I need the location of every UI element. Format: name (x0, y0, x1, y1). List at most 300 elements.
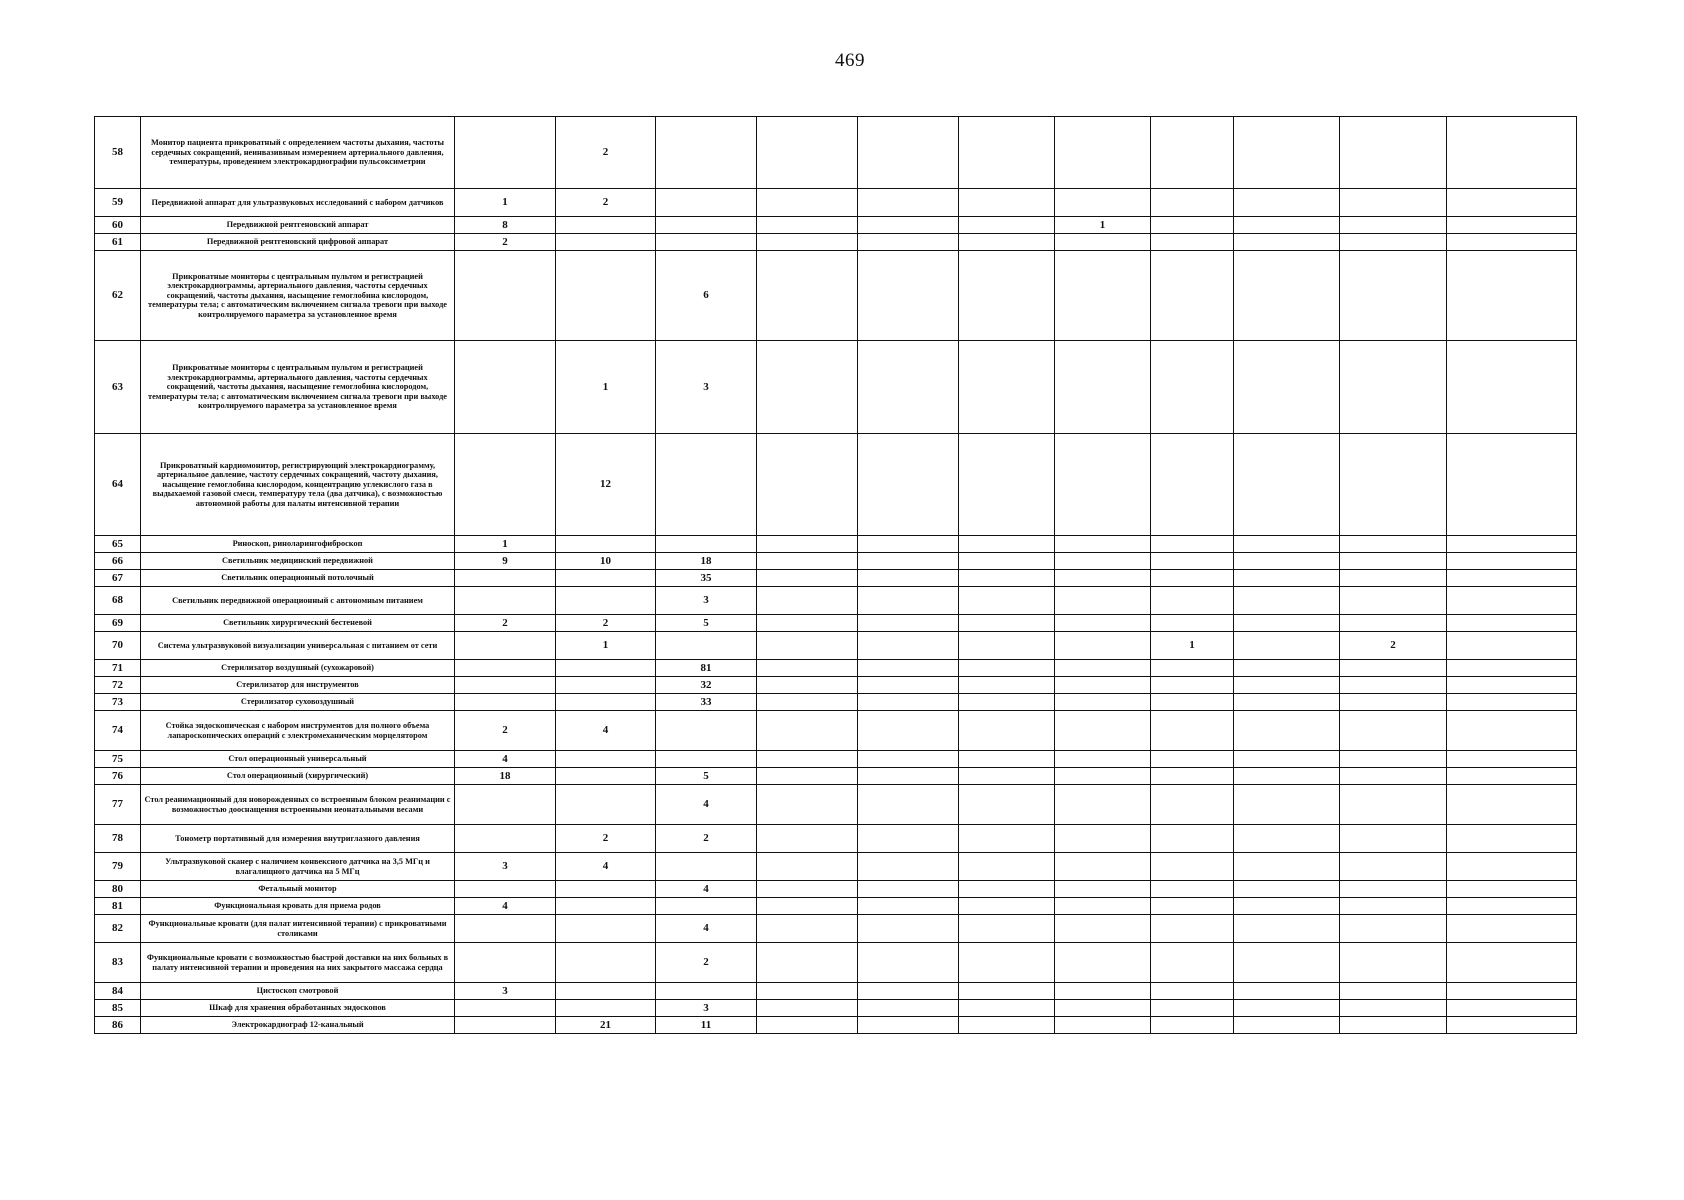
quantity-cell (959, 677, 1055, 694)
quantity-cell (1055, 825, 1151, 853)
quantity-cell: 2 (656, 825, 757, 853)
quantity-cell (1340, 570, 1447, 587)
quantity-cell (858, 341, 959, 434)
quantity-cell (858, 898, 959, 915)
quantity-cell (1151, 711, 1234, 751)
quantity-cell: 2 (455, 711, 556, 751)
quantity-cell (1234, 853, 1340, 881)
quantity-cell (1234, 677, 1340, 694)
equipment-name: Стойка эндоскопическая с набором инструментов для полного объема лапароскопических операций с электромеханическим морцелятором (141, 711, 455, 751)
quantity-cell (556, 898, 656, 915)
quantity-cell (757, 694, 858, 711)
quantity-cell (757, 785, 858, 825)
quantity-cell (1055, 751, 1151, 768)
quantity-cell (959, 943, 1055, 983)
quantity-cell (1340, 785, 1447, 825)
quantity-cell: 6 (656, 251, 757, 341)
quantity-cell (455, 570, 556, 587)
equipment-name: Светильник передвижной операционный с автономным питанием (141, 587, 455, 615)
quantity-cell (556, 251, 656, 341)
quantity-cell (959, 1000, 1055, 1017)
quantity-cell (1055, 117, 1151, 189)
quantity-cell (959, 711, 1055, 751)
quantity-cell (1447, 251, 1577, 341)
quantity-cell (1151, 553, 1234, 570)
quantity-cell (1234, 587, 1340, 615)
quantity-cell: 3 (656, 587, 757, 615)
quantity-cell (1340, 117, 1447, 189)
quantity-cell (1234, 915, 1340, 943)
quantity-cell (455, 1000, 556, 1017)
quantity-cell (455, 915, 556, 943)
table-row (95, 983, 1577, 1000)
equipment-name: Электрокардиограф 12-канальный (141, 1017, 455, 1034)
quantity-cell (1447, 189, 1577, 217)
quantity-cell: 1 (556, 632, 656, 660)
quantity-cell (1340, 694, 1447, 711)
equipment-name: Стерилизатор для инструментов (141, 677, 455, 694)
quantity-cell (1151, 785, 1234, 825)
quantity-cell (1055, 677, 1151, 694)
quantity-cell (1055, 711, 1151, 751)
equipment-name: Функциональная кровать для приема родов (141, 898, 455, 915)
quantity-cell (1340, 536, 1447, 553)
table-row (95, 570, 1577, 587)
equipment-name: Передвижной рентгеновский цифровой аппарат (141, 234, 455, 251)
quantity-cell (556, 943, 656, 983)
quantity-cell (858, 536, 959, 553)
row-number: 82 (95, 915, 141, 943)
quantity-cell (1234, 234, 1340, 251)
table-row (95, 825, 1577, 853)
quantity-cell (757, 825, 858, 853)
table-row (95, 117, 1577, 189)
quantity-cell (1340, 217, 1447, 234)
quantity-cell (1447, 570, 1577, 587)
quantity-cell (656, 751, 757, 768)
quantity-cell (1055, 785, 1151, 825)
quantity-cell: 1 (1151, 632, 1234, 660)
quantity-cell (1055, 251, 1151, 341)
quantity-cell (1055, 189, 1151, 217)
quantity-cell (858, 915, 959, 943)
quantity-cell (959, 251, 1055, 341)
quantity-cell (1234, 1000, 1340, 1017)
quantity-cell: 5 (656, 615, 757, 632)
quantity-cell (959, 1017, 1055, 1034)
quantity-cell (959, 898, 1055, 915)
quantity-cell (1234, 751, 1340, 768)
quantity-cell (1151, 853, 1234, 881)
table-row (95, 694, 1577, 711)
quantity-cell (1055, 898, 1151, 915)
quantity-cell (757, 660, 858, 677)
quantity-cell (858, 711, 959, 751)
quantity-cell: 81 (656, 660, 757, 677)
equipment-name: Риноскоп, риноларингофиброскоп (141, 536, 455, 553)
quantity-cell: 3 (455, 853, 556, 881)
quantity-cell (1340, 853, 1447, 881)
quantity-cell (1234, 632, 1340, 660)
quantity-cell (1340, 898, 1447, 915)
quantity-cell (858, 217, 959, 234)
table-row (95, 785, 1577, 825)
quantity-cell: 11 (656, 1017, 757, 1034)
equipment-name: Светильник хирургический бестеневой (141, 615, 455, 632)
quantity-cell (1234, 536, 1340, 553)
quantity-cell (1151, 117, 1234, 189)
quantity-cell (556, 677, 656, 694)
quantity-cell (1234, 434, 1340, 536)
quantity-cell (1151, 768, 1234, 785)
quantity-cell (1234, 251, 1340, 341)
quantity-cell: 4 (455, 898, 556, 915)
quantity-cell: 21 (556, 1017, 656, 1034)
row-number: 63 (95, 341, 141, 434)
equipment-name: Фетальный монитор (141, 881, 455, 898)
quantity-cell (1055, 615, 1151, 632)
row-number: 79 (95, 853, 141, 881)
quantity-cell (556, 881, 656, 898)
quantity-cell (1447, 711, 1577, 751)
quantity-cell (959, 768, 1055, 785)
quantity-cell (959, 234, 1055, 251)
quantity-cell (1340, 615, 1447, 632)
quantity-cell (1151, 677, 1234, 694)
quantity-cell (959, 632, 1055, 660)
quantity-cell (757, 217, 858, 234)
quantity-cell (757, 536, 858, 553)
quantity-cell (959, 434, 1055, 536)
table-row (95, 898, 1577, 915)
row-number: 74 (95, 711, 141, 751)
quantity-cell (1234, 570, 1340, 587)
quantity-cell (556, 234, 656, 251)
quantity-cell (757, 943, 858, 983)
quantity-cell (757, 751, 858, 768)
quantity-cell (1151, 251, 1234, 341)
quantity-cell (1447, 915, 1577, 943)
quantity-cell (1234, 768, 1340, 785)
quantity-cell (858, 1000, 959, 1017)
quantity-cell (1234, 217, 1340, 234)
quantity-cell (757, 1000, 858, 1017)
quantity-cell: 3 (656, 1000, 757, 1017)
row-number: 62 (95, 251, 141, 341)
quantity-cell (1340, 983, 1447, 1000)
table-row (95, 536, 1577, 553)
table-row (95, 234, 1577, 251)
table-row (95, 434, 1577, 536)
row-number: 68 (95, 587, 141, 615)
quantity-cell (959, 536, 1055, 553)
quantity-cell (556, 570, 656, 587)
quantity-cell (1234, 189, 1340, 217)
quantity-cell (858, 189, 959, 217)
quantity-cell (1340, 881, 1447, 898)
quantity-cell (1447, 881, 1577, 898)
quantity-cell (1447, 217, 1577, 234)
table-row (95, 915, 1577, 943)
quantity-cell (1055, 853, 1151, 881)
quantity-cell (757, 915, 858, 943)
quantity-cell (556, 915, 656, 943)
equipment-name: Стерилизатор воздушный (сухожаровой) (141, 660, 455, 677)
quantity-cell (1447, 536, 1577, 553)
quantity-cell (656, 898, 757, 915)
quantity-cell (1055, 1000, 1151, 1017)
quantity-cell (656, 853, 757, 881)
quantity-cell (656, 711, 757, 751)
quantity-cell (757, 983, 858, 1000)
quantity-cell (959, 881, 1055, 898)
quantity-cell (858, 632, 959, 660)
equipment-name: Монитор пациента прикроватный с определением частоты дыхания, частоты сердечных сокращений, неинвазивным измерением артериального давления, температуры, проведением электрокардиографии пульсоксиметрии (141, 117, 455, 189)
quantity-cell: 18 (455, 768, 556, 785)
quantity-cell (1055, 660, 1151, 677)
quantity-cell: 10 (556, 553, 656, 570)
quantity-cell (1151, 615, 1234, 632)
table-row (95, 768, 1577, 785)
quantity-cell: 4 (656, 915, 757, 943)
quantity-cell: 2 (556, 189, 656, 217)
quantity-cell (455, 943, 556, 983)
quantity-cell (858, 251, 959, 341)
quantity-cell (1447, 768, 1577, 785)
quantity-cell (656, 217, 757, 234)
quantity-cell (455, 251, 556, 341)
quantity-cell (1151, 898, 1234, 915)
quantity-cell (858, 694, 959, 711)
row-number: 59 (95, 189, 141, 217)
quantity-cell (455, 434, 556, 536)
table-row (95, 615, 1577, 632)
quantity-cell (1447, 234, 1577, 251)
quantity-cell (1447, 632, 1577, 660)
quantity-cell (959, 694, 1055, 711)
quantity-cell (1447, 553, 1577, 570)
quantity-cell (1234, 553, 1340, 570)
quantity-cell (1055, 536, 1151, 553)
quantity-cell (757, 768, 858, 785)
row-number: 60 (95, 217, 141, 234)
quantity-cell (556, 1000, 656, 1017)
quantity-cell (455, 1017, 556, 1034)
table-row (95, 677, 1577, 694)
quantity-cell (1055, 341, 1151, 434)
table-row (95, 632, 1577, 660)
equipment-name: Функциональные кровати (для палат интенсивной терапии) с прикроватными столиками (141, 915, 455, 943)
row-number: 70 (95, 632, 141, 660)
quantity-cell (1055, 570, 1151, 587)
quantity-cell (656, 983, 757, 1000)
quantity-cell (1340, 711, 1447, 751)
table-body (95, 117, 1577, 1034)
quantity-cell (1055, 694, 1151, 711)
quantity-cell (1447, 694, 1577, 711)
quantity-cell (1234, 943, 1340, 983)
quantity-cell (1151, 943, 1234, 983)
quantity-cell (556, 694, 656, 711)
quantity-cell (1234, 660, 1340, 677)
table-row (95, 189, 1577, 217)
quantity-cell (1151, 341, 1234, 434)
quantity-cell (1447, 825, 1577, 853)
quantity-cell (1340, 434, 1447, 536)
quantity-cell (1447, 677, 1577, 694)
quantity-cell (1234, 825, 1340, 853)
row-number: 75 (95, 751, 141, 768)
table-row (95, 251, 1577, 341)
quantity-cell: 2 (556, 825, 656, 853)
quantity-cell (1340, 825, 1447, 853)
quantity-cell (1234, 711, 1340, 751)
quantity-cell (455, 587, 556, 615)
quantity-cell (1340, 234, 1447, 251)
quantity-cell (959, 785, 1055, 825)
quantity-cell (757, 553, 858, 570)
quantity-cell: 4 (455, 751, 556, 768)
quantity-cell (1151, 983, 1234, 1000)
quantity-cell (1055, 632, 1151, 660)
quantity-cell (1234, 694, 1340, 711)
quantity-cell (1151, 234, 1234, 251)
quantity-cell (556, 587, 656, 615)
quantity-cell (1447, 587, 1577, 615)
quantity-cell (1234, 785, 1340, 825)
row-number: 73 (95, 694, 141, 711)
quantity-cell: 2 (656, 943, 757, 983)
quantity-cell (556, 768, 656, 785)
quantity-cell (1055, 587, 1151, 615)
quantity-cell (757, 853, 858, 881)
quantity-cell: 1 (1055, 217, 1151, 234)
quantity-cell: 4 (556, 711, 656, 751)
quantity-cell (1151, 915, 1234, 943)
quantity-cell (455, 117, 556, 189)
quantity-cell (858, 785, 959, 825)
quantity-cell: 35 (656, 570, 757, 587)
quantity-cell (1151, 881, 1234, 898)
quantity-cell (858, 570, 959, 587)
quantity-cell (1151, 434, 1234, 536)
quantity-cell (959, 189, 1055, 217)
quantity-cell (757, 677, 858, 694)
quantity-cell (858, 615, 959, 632)
quantity-cell (858, 587, 959, 615)
row-number: 61 (95, 234, 141, 251)
quantity-cell (1340, 553, 1447, 570)
row-number: 80 (95, 881, 141, 898)
quantity-cell (1151, 217, 1234, 234)
quantity-cell (1340, 341, 1447, 434)
quantity-cell: 1 (455, 536, 556, 553)
quantity-cell (858, 1017, 959, 1034)
quantity-cell (757, 189, 858, 217)
row-number: 67 (95, 570, 141, 587)
quantity-cell (959, 553, 1055, 570)
quantity-cell (1447, 117, 1577, 189)
row-number: 64 (95, 434, 141, 536)
row-number: 72 (95, 677, 141, 694)
quantity-cell (556, 751, 656, 768)
quantity-cell (1055, 768, 1151, 785)
quantity-cell (1340, 768, 1447, 785)
row-number: 71 (95, 660, 141, 677)
quantity-cell (656, 189, 757, 217)
quantity-cell (959, 117, 1055, 189)
quantity-cell (1055, 943, 1151, 983)
row-number: 58 (95, 117, 141, 189)
equipment-name: Прикроватный кардиомонитор, регистрирующий электрокардиограмму, артериальное давление, частоту сердечных сокращений, частоту дыхания, насыщение гемоглобина кислородом, концентрацию углекислого газа в выдыхаемой газовой смеси, температуру тела (два датчика), с возможностью автономной работы для палаты интенсивной терапии (141, 434, 455, 536)
quantity-cell (858, 983, 959, 1000)
quantity-cell: 2 (455, 234, 556, 251)
quantity-cell (1234, 881, 1340, 898)
quantity-cell (858, 943, 959, 983)
quantity-cell (1447, 785, 1577, 825)
quantity-cell (1234, 615, 1340, 632)
quantity-cell: 3 (656, 341, 757, 434)
quantity-cell (455, 632, 556, 660)
quantity-cell: 32 (656, 677, 757, 694)
quantity-cell (1234, 341, 1340, 434)
quantity-cell (1151, 587, 1234, 615)
quantity-cell: 3 (455, 983, 556, 1000)
quantity-cell (858, 751, 959, 768)
quantity-cell (757, 434, 858, 536)
table-row (95, 853, 1577, 881)
page-number: 469 (835, 50, 865, 71)
table-row (95, 751, 1577, 768)
quantity-cell (1234, 983, 1340, 1000)
quantity-cell (757, 117, 858, 189)
row-number: 77 (95, 785, 141, 825)
quantity-cell (1447, 943, 1577, 983)
quantity-cell (1340, 943, 1447, 983)
quantity-cell: 5 (656, 768, 757, 785)
quantity-cell (1234, 117, 1340, 189)
quantity-cell (455, 825, 556, 853)
equipment-name: Стол реанимационный для новорожденных со встроенным блоком реанимации с возможностью дооснащения встроенными неонатальными весами (141, 785, 455, 825)
quantity-cell: 4 (556, 853, 656, 881)
quantity-cell (1447, 853, 1577, 881)
quantity-cell (959, 570, 1055, 587)
quantity-cell (757, 251, 858, 341)
quantity-cell (757, 898, 858, 915)
quantity-cell (959, 983, 1055, 1000)
quantity-cell: 2 (556, 117, 656, 189)
quantity-cell (757, 234, 858, 251)
quantity-cell (1151, 536, 1234, 553)
row-number: 84 (95, 983, 141, 1000)
row-number: 76 (95, 768, 141, 785)
quantity-cell: 33 (656, 694, 757, 711)
equipment-name: Тонометр портативный для измерения внутриглазного давления (141, 825, 455, 853)
quantity-cell (1340, 189, 1447, 217)
equipment-name: Светильник медицинский передвижной (141, 553, 455, 570)
quantity-cell (1055, 434, 1151, 536)
quantity-cell (959, 915, 1055, 943)
equipment-name: Светильник операционный потолочный (141, 570, 455, 587)
quantity-cell (1151, 570, 1234, 587)
quantity-cell: 18 (656, 553, 757, 570)
quantity-cell (757, 1017, 858, 1034)
quantity-cell (1447, 434, 1577, 536)
quantity-cell (455, 881, 556, 898)
quantity-cell (959, 217, 1055, 234)
equipment-name: Стол операционный универсальный (141, 751, 455, 768)
quantity-cell (1151, 825, 1234, 853)
